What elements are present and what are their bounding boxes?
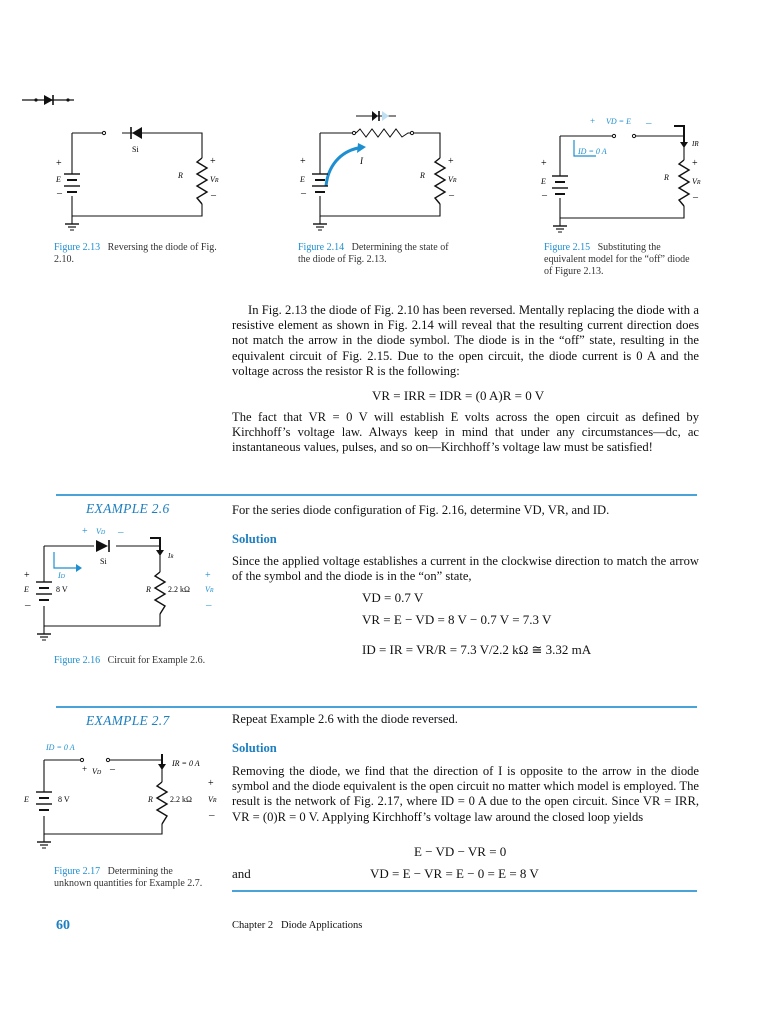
example-2-6-eq-vd: VD = 0.7 V bbox=[362, 590, 424, 605]
example-2-7-eq-vd: VD = E − VR = E − 0 = E = 8 V bbox=[370, 866, 539, 881]
page-number: 60 bbox=[56, 918, 70, 933]
svg-text:R: R bbox=[664, 173, 669, 182]
svg-text:–: – bbox=[57, 188, 62, 199]
svg-text:E: E bbox=[541, 177, 546, 186]
fig217-caption: Figure 2.17 Determining the unknown quantities for Example 2.7. bbox=[54, 866, 203, 889]
example-2-6-prompt: For the series diode configuration of Fig. 2.16, determine VD, VR, and ID. bbox=[232, 503, 610, 517]
figure-2-15-circuit bbox=[534, 110, 709, 235]
svg-text:+: + bbox=[24, 570, 30, 581]
svg-text:+: + bbox=[205, 570, 211, 581]
svg-text:VR: VR bbox=[205, 585, 214, 594]
example-2-7-end-rule bbox=[232, 890, 697, 892]
fig217-r-value: 2.2 kΩ bbox=[170, 795, 192, 804]
example-2-7-eq-kvl: E − VD − VR = 0 bbox=[414, 844, 507, 859]
figure-2-13-circuit bbox=[52, 118, 227, 233]
svg-text:VD: VD bbox=[92, 767, 102, 776]
svg-text:–: – bbox=[301, 188, 306, 199]
svg-text:E: E bbox=[24, 795, 29, 804]
svg-text:VR: VR bbox=[448, 175, 457, 184]
equation-vr-zero: VR = IRR = IDR = (0 A)R = 0 V bbox=[372, 388, 545, 403]
fig217-ir-label: IR = 0 A bbox=[172, 759, 200, 768]
fig213-caption: Figure 2.13 Reversing the diode of Fig. 2.10. bbox=[54, 242, 217, 265]
svg-text:–: – bbox=[206, 599, 212, 611]
fig217-e-value: 8 V bbox=[58, 795, 70, 804]
svg-text:+: + bbox=[590, 116, 596, 126]
example-2-6-eq-vr: VR = E − VD = 8 V − 0.7 V = 7.3 V bbox=[362, 612, 552, 627]
svg-text:VR: VR bbox=[208, 795, 217, 804]
svg-text:–: – bbox=[25, 599, 31, 611]
fig214-current-label: I bbox=[360, 156, 363, 166]
svg-text:ID: ID bbox=[58, 571, 66, 580]
svg-text:–: – bbox=[110, 764, 115, 775]
svg-text:R: R bbox=[148, 795, 153, 804]
figure-2-16-circuit bbox=[20, 522, 230, 647]
svg-text:+: + bbox=[82, 764, 88, 774]
svg-text:IR: IR bbox=[168, 552, 174, 560]
svg-text:R: R bbox=[146, 585, 151, 594]
fig215-caption: Figure 2.15 Substituting the equivalent model for the “off” diode of Figure 2.13. bbox=[544, 242, 690, 277]
footer-chapter-title: Diode Applications bbox=[281, 920, 363, 931]
example-2-6-solution-label: Solution bbox=[232, 532, 277, 546]
example-2-7-and: and bbox=[232, 866, 251, 881]
svg-text:VR: VR bbox=[210, 175, 219, 184]
svg-text:VR: VR bbox=[692, 177, 701, 186]
svg-text:+: + bbox=[541, 158, 547, 169]
svg-text:R: R bbox=[420, 171, 425, 180]
svg-text:+: + bbox=[82, 526, 88, 537]
fig215-vd-label: VD = E bbox=[606, 117, 631, 126]
svg-text:–: – bbox=[449, 190, 454, 201]
figure-2-14-circuit bbox=[294, 108, 469, 233]
svg-text:+: + bbox=[300, 156, 306, 167]
example-2-7-title: EXAMPLE 2.7 bbox=[86, 713, 170, 728]
footer-chapter: Chapter 2 bbox=[232, 920, 274, 931]
svg-text:–: – bbox=[209, 809, 215, 821]
example-2-7-solution-label: Solution bbox=[232, 741, 277, 755]
example-2-7-text: Removing the diode, we find that the direction of I is opposite to the arrow in the diode symbol and the diode equivalent is the open circuit no matter which model is employed. The result is the network of Fig. 2.17, where ID = 0 A due to the open circuit. Since VR = IRR, VR = (0)R = 0 V. Applying Kirchhoff’s voltage law around the closed loop yields bbox=[232, 764, 699, 824]
fig213-diode-label: Si bbox=[132, 145, 139, 154]
svg-text:R: R bbox=[178, 171, 183, 180]
svg-text:E: E bbox=[56, 175, 61, 184]
fig215-id-label: ID = 0 A bbox=[578, 147, 607, 156]
figure-2-17-circuit bbox=[22, 738, 232, 856]
svg-text:+: + bbox=[448, 156, 454, 167]
example-2-6-title: EXAMPLE 2.6 bbox=[86, 501, 170, 516]
example-2-7-rule bbox=[56, 706, 697, 708]
svg-text:–: – bbox=[118, 526, 124, 538]
svg-text:VD: VD bbox=[96, 527, 106, 536]
svg-text:–: – bbox=[693, 192, 698, 203]
fig216-r-value: 2.2 kΩ bbox=[168, 585, 190, 594]
diode-symbol-icon bbox=[22, 93, 74, 107]
example-2-7-prompt: Repeat Example 2.6 with the diode reversed. bbox=[232, 712, 458, 726]
svg-text:–: – bbox=[646, 117, 652, 129]
svg-text:+: + bbox=[692, 158, 698, 169]
fig217-id-label: ID = 0 A bbox=[46, 743, 75, 752]
svg-text:+: + bbox=[208, 778, 214, 789]
fig216-diode-label: Si bbox=[100, 557, 107, 566]
example-2-6-text: Since the applied voltage establishes a current in the clockwise direction to match the arrow of the symbol and the diode is in the “on” state, bbox=[232, 554, 699, 584]
example-2-6-rule bbox=[56, 494, 697, 496]
svg-text:E: E bbox=[300, 175, 305, 184]
fig214-caption: Figure 2.14 Determining the state of the diode of Fig. 2.13. bbox=[298, 242, 449, 265]
body-paragraph-2: The fact that VR = 0 V will establish E volts across the open circuit as defined by Kirchhoff’s voltage law. Always keep in mind that under any circumstances—dc, ac instantaneous values, pulses, and so on—Kirchhoff’s voltage law must be satisfied! bbox=[232, 410, 699, 455]
svg-text:E: E bbox=[24, 585, 29, 594]
body-paragraph-1: In Fig. 2.13 the diode of Fig. 2.10 has been reversed. Mentally replacing the diode with a resistive element as shown in Fig. 2.14 will reveal that the resulting current direction does not match the arrow in the diode symbol. The diode is in the “off” state, resulting in the equivalent circuit of Fig. 2.15. Due to the open circuit, the diode current is 0 A and the voltage across the resistor R is the following: bbox=[232, 303, 699, 378]
running-footer bbox=[232, 920, 362, 931]
svg-text:+: + bbox=[56, 158, 62, 169]
fig216-e-value: 8 V bbox=[56, 585, 68, 594]
example-2-6-eq-id: ID = IR = VR/R = 7.3 V/2.2 kΩ ≅ 3.32 mA bbox=[362, 642, 592, 657]
svg-text:+: + bbox=[210, 156, 216, 167]
svg-text:–: – bbox=[542, 190, 547, 201]
fig215-ir-label: IR bbox=[692, 140, 699, 148]
fig216-caption: Figure 2.16 Circuit for Example 2.6. bbox=[54, 655, 206, 666]
svg-text:–: – bbox=[211, 190, 216, 201]
